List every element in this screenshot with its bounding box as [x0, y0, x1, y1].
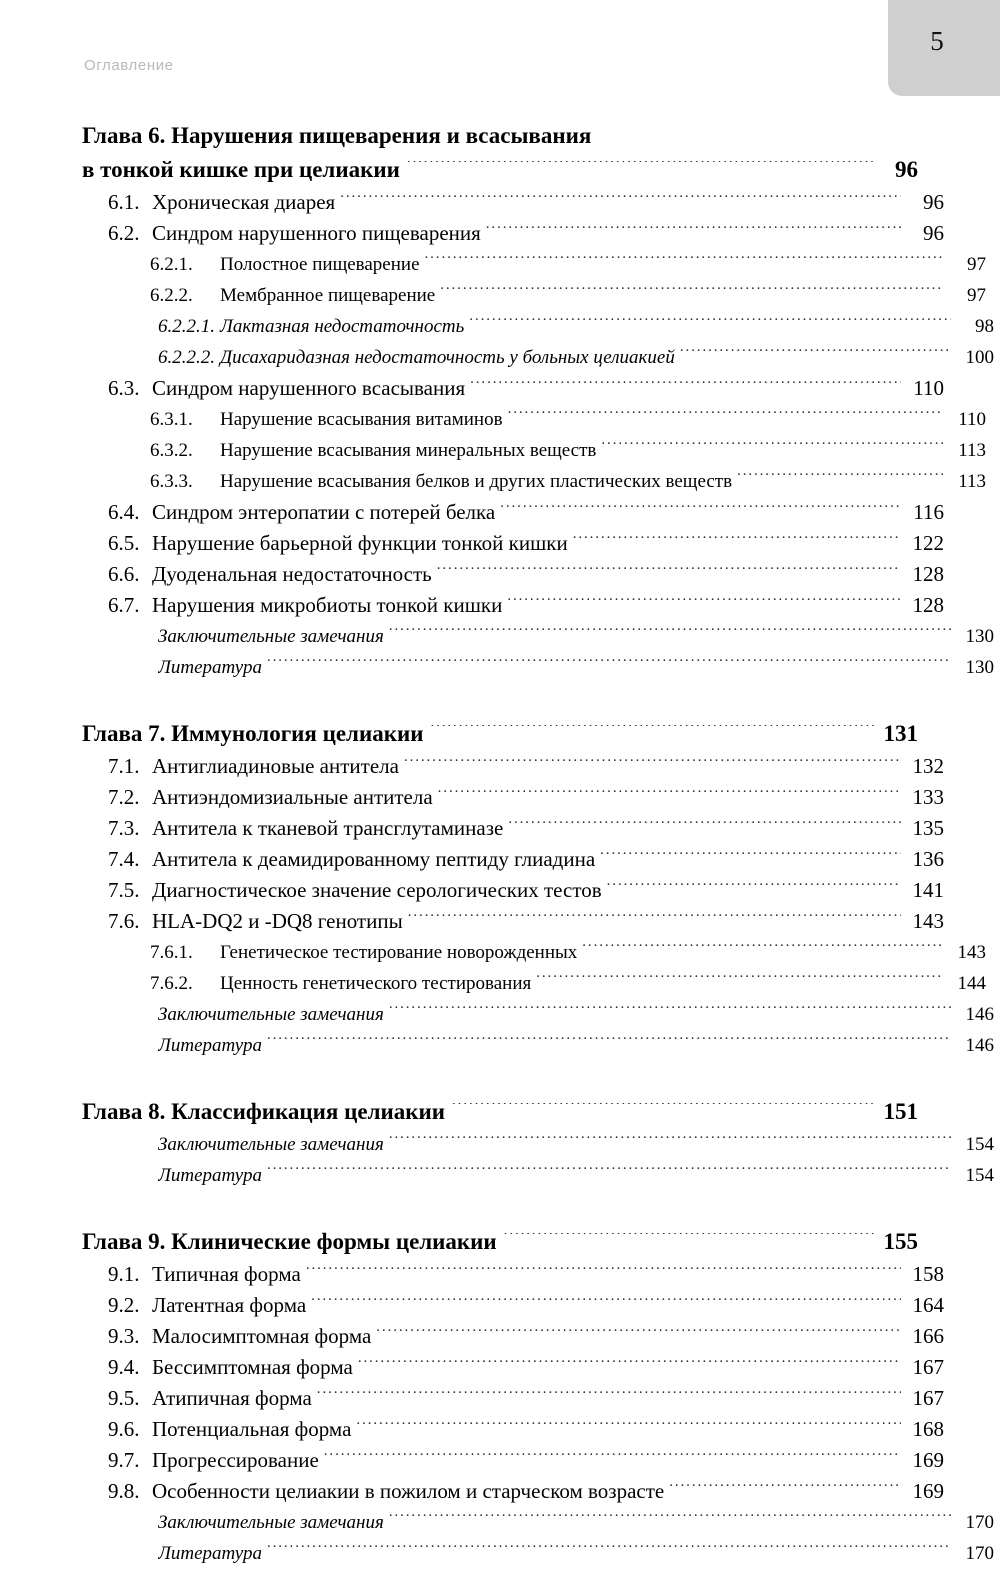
toc-entry-title: Литература [158, 657, 262, 678]
toc-entry-title: Литература [158, 1165, 262, 1186]
toc-entry-title: Полостное пищеварение [220, 254, 420, 275]
chapter-title-line: Глава 6. Нарушения пищеварения и всасывания [82, 123, 592, 148]
page-number: 5 [930, 26, 944, 56]
toc-entry-number: 6.5. [108, 531, 140, 555]
toc-entry-title: Литература [158, 1035, 262, 1056]
toc-entry-title: HLA-DQ2 и -DQ8 генотипы [152, 909, 403, 933]
toc-entry-number: 7.1. [108, 754, 140, 778]
dot-leader [582, 942, 943, 958]
toc-entry-title: Заключительные замечания [158, 1004, 384, 1025]
toc-entry-label [158, 1160, 267, 1191]
toc-entry-label [158, 1030, 267, 1061]
toc-entry-chapter[interactable] [82, 1095, 918, 1129]
toc-entry[interactable] [82, 652, 994, 683]
toc-page-number: 133 [912, 785, 944, 809]
toc-page-number: 166 [912, 1324, 944, 1348]
toc-page-number: 144 [957, 973, 986, 994]
toc-entry[interactable] [82, 751, 944, 782]
toc-page-number: 169 [912, 1448, 944, 1472]
dot-leader [267, 1165, 951, 1181]
toc-entry-label [108, 590, 507, 621]
toc-entry-number: 9.2. [108, 1293, 140, 1317]
toc-entry[interactable] [82, 999, 994, 1030]
dot-leader [340, 193, 901, 209]
toc-entry-number: 7.6.1. [150, 942, 193, 963]
toc-page-number: 167 [912, 1386, 944, 1410]
dot-leader [430, 725, 875, 741]
dot-leader [306, 1265, 901, 1281]
dot-leader [573, 534, 901, 550]
toc-entry-title: Хроническая диарея [152, 190, 336, 214]
toc-page-number: 141 [912, 878, 944, 902]
toc-entry-title: Лактазная недостаточность [220, 316, 465, 337]
toc-entry-label [108, 1383, 317, 1414]
toc-page-number: 116 [913, 500, 944, 524]
toc-entry-number: 9.3. [108, 1324, 140, 1348]
toc-entry[interactable] [82, 1476, 944, 1507]
toc-page-number: 135 [912, 816, 944, 840]
toc-page-number: 155 [883, 1229, 918, 1254]
toc-entry-label [108, 844, 600, 875]
toc-entry[interactable] [82, 342, 994, 373]
toc-page-number: 170 [965, 1543, 994, 1564]
dot-leader [438, 788, 901, 804]
chapter-title-line: Глава 8. Классификация целиакии [82, 1099, 446, 1124]
toc-entry-number: 9.4. [108, 1355, 140, 1379]
toc-entry-title: Мембранное пищеварение [220, 285, 436, 306]
dot-leader [737, 471, 943, 487]
toc-entry-label [108, 1445, 324, 1476]
toc-entry-title: Литература [158, 1543, 262, 1564]
toc-entry-number: 6.2.1. [150, 254, 193, 275]
toc-entry-chapter[interactable] [82, 717, 918, 751]
dot-leader [601, 440, 943, 456]
toc-entry[interactable] [82, 404, 986, 435]
toc-entry-label [108, 218, 486, 249]
toc-entry-label [158, 621, 389, 652]
toc-entry-number: 7.6.2. [150, 973, 193, 994]
dot-leader [267, 1035, 951, 1051]
dot-leader [508, 409, 943, 425]
dot-leader [504, 1233, 875, 1249]
dot-leader [408, 912, 901, 928]
toc-entry-number: 7.6. [108, 909, 140, 933]
toc-entry-label [158, 1507, 389, 1538]
toc-entry[interactable] [82, 1414, 944, 1445]
toc-entry-label [108, 528, 573, 559]
toc-entry-label [150, 249, 425, 280]
toc-entry-title: Нарушение всасывания белков и других пластических веществ [220, 471, 733, 492]
toc-entry-title: Антиглиадиновые антитела [152, 754, 399, 778]
toc-entry-label [108, 782, 438, 813]
toc-page-number: 168 [912, 1417, 944, 1441]
toc-entry-title: Малосимптомная форма [152, 1324, 372, 1348]
toc-entry-label [108, 1259, 306, 1290]
toc-entry[interactable] [82, 528, 944, 559]
toc-entry[interactable] [82, 497, 944, 528]
toc-entry-label [108, 1414, 356, 1445]
toc-entry-number: 6.3. [108, 376, 140, 400]
toc-page-number: 143 [912, 909, 944, 933]
toc-entry-label [108, 813, 508, 844]
toc-entry-label [82, 1095, 452, 1129]
chapter-block-spacer [82, 683, 918, 717]
dot-leader [536, 973, 943, 989]
toc-entry[interactable] [82, 218, 944, 249]
toc-entry-title: Заключительные замечания [158, 1134, 384, 1155]
toc-entry-title: Диагностическое значение серологических тестов [152, 878, 602, 902]
dot-leader [356, 1420, 901, 1436]
chapter-title-line: Глава 7. Иммунология целиакии [82, 721, 424, 746]
dot-leader [407, 161, 875, 177]
toc-entry-title: Дисахаридазная недостаточность у больных целиакией [220, 347, 675, 368]
toc-entry[interactable] [82, 1321, 944, 1352]
dot-leader [404, 757, 901, 773]
toc-entry-label [108, 1321, 376, 1352]
toc-entry-label [158, 311, 469, 342]
toc-entry-label [108, 1476, 669, 1507]
toc-page-number: 110 [913, 376, 944, 400]
toc-page-number: 130 [965, 626, 994, 647]
toc-page-number: 96 [923, 221, 944, 245]
toc-entry-label [82, 153, 407, 187]
toc-entry-title: Синдром энтеропатии с потерей белка [152, 500, 496, 524]
toc-entry-title: Прогрессирование [152, 1448, 319, 1472]
toc-entry-title: Нарушения микробиоты тонкой кишки [152, 593, 503, 617]
toc-entry-title: Потенциальная форма [152, 1417, 352, 1441]
dot-leader [267, 657, 951, 673]
toc-entry[interactable] [82, 1259, 944, 1290]
dot-leader [389, 1512, 951, 1528]
toc-entry-label [150, 404, 508, 435]
toc-entry-title: Типичная форма [152, 1262, 301, 1286]
toc-entry[interactable] [82, 1445, 944, 1476]
toc-page-number: 146 [965, 1035, 994, 1056]
toc-entry-title: Синдром нарушенного всасывания [152, 376, 466, 400]
toc-entry[interactable] [82, 968, 986, 999]
toc-entry[interactable] [82, 311, 994, 342]
dot-leader [440, 285, 943, 301]
toc-entry-label [108, 497, 500, 528]
toc-entry-number: 6.4. [108, 500, 140, 524]
toc-entry[interactable] [82, 1160, 994, 1191]
toc-entry-title: Бессимптомная форма [152, 1355, 353, 1379]
toc-page-number: 130 [965, 657, 994, 678]
toc-entry-title: Антитела к тканевой трансглутаминазе [152, 816, 504, 840]
dot-leader [389, 1134, 951, 1150]
toc-page-number: 128 [912, 562, 944, 586]
toc-page-number: 97 [967, 254, 986, 275]
toc-entry-number: 6.2. [108, 221, 140, 245]
toc-entry[interactable] [82, 1507, 994, 1538]
toc-page-number: 170 [965, 1512, 994, 1533]
dot-leader [317, 1389, 901, 1405]
toc-entry[interactable] [82, 280, 986, 311]
dot-leader [437, 565, 901, 581]
dot-leader [669, 1482, 901, 1498]
toc-page-number: 131 [883, 721, 918, 746]
toc-entry-number: 9.1. [108, 1262, 140, 1286]
toc-entry-label [108, 751, 404, 782]
toc-entry-number: 7.5. [108, 878, 140, 902]
toc-page-number: 167 [912, 1355, 944, 1379]
toc-entry[interactable] [82, 1030, 994, 1061]
dot-leader [600, 850, 901, 866]
dot-leader [311, 1296, 901, 1312]
toc-page-number: 146 [965, 1004, 994, 1025]
dot-leader [486, 224, 901, 240]
toc-entry-label [108, 875, 607, 906]
dot-leader [469, 316, 951, 332]
toc-entry[interactable] [82, 621, 994, 652]
toc-entry-number: 6.1. [108, 190, 140, 214]
toc-page-number: 158 [912, 1262, 944, 1286]
toc-entry-number: 9.8. [108, 1479, 140, 1503]
toc-entry-number: 6.2.2. [150, 285, 193, 306]
toc-page-number: 164 [912, 1293, 944, 1317]
toc-page-number: 154 [965, 1134, 994, 1155]
toc-page-number: 113 [958, 440, 986, 461]
toc-page-number: 96 [923, 190, 944, 214]
toc-page-number: 128 [912, 593, 944, 617]
toc-entry-number: 7.4. [108, 847, 140, 871]
dot-leader [389, 626, 951, 642]
toc-entry-label [82, 1225, 504, 1259]
dot-leader [324, 1451, 901, 1467]
running-head: Оглавление [84, 57, 174, 74]
toc-entry[interactable] [82, 1352, 944, 1383]
chapter-title-line: Глава 9. Клинические формы целиакии [82, 1229, 497, 1254]
toc-chapter-block [82, 717, 994, 1061]
toc-entry-label [150, 937, 582, 968]
toc-entry-title: Особенности целиакии в пожилом и старческом возрасте [152, 1479, 665, 1503]
toc-entry[interactable] [82, 590, 944, 621]
toc-entry-label [108, 559, 437, 590]
toc-page-number: 122 [912, 531, 944, 555]
toc-entry-number: 9.6. [108, 1417, 140, 1441]
toc-entry-title: Ценность генетического тестирования [220, 973, 532, 994]
dot-leader [452, 1103, 875, 1119]
toc-entry[interactable] [82, 373, 944, 404]
toc-entry-number: 9.7. [108, 1448, 140, 1472]
toc-page-number: 98 [975, 316, 994, 337]
toc-entry-label [158, 1129, 389, 1160]
toc-entry-label [158, 652, 267, 683]
chapter-block-spacer [82, 1061, 918, 1095]
toc-entry-number: 6.3.3. [150, 471, 193, 492]
toc-entry-label [108, 1290, 311, 1321]
toc-entry-label [150, 435, 601, 466]
toc-entry-title: Синдром нарушенного пищеварения [152, 221, 481, 245]
toc-entry-label [108, 373, 470, 404]
toc-chapter-block [82, 1095, 994, 1191]
toc-entry[interactable] [82, 844, 944, 875]
dot-leader [425, 254, 944, 270]
toc-entry-number: 6.3.1. [150, 409, 193, 430]
toc-entry-label [150, 466, 737, 497]
toc-entry-number: 7.3. [108, 816, 140, 840]
toc-entry-label [150, 968, 536, 999]
toc-entry-title: Заключительные замечания [158, 626, 384, 647]
toc-entry-number: 6.7. [108, 593, 140, 617]
toc-entry[interactable] [82, 1538, 994, 1569]
dot-leader [267, 1543, 951, 1559]
toc-entry-label [108, 1352, 358, 1383]
dot-leader [607, 881, 901, 897]
toc-page-number: 169 [912, 1479, 944, 1503]
toc-entry-number: 6.2.2.1. [158, 316, 215, 337]
dot-leader [389, 1004, 951, 1020]
toc-entry-title: Нарушение всасывания минеральных веществ [220, 440, 597, 461]
toc-page-number: 100 [965, 347, 994, 368]
toc-entry-title: Латентная форма [152, 1293, 307, 1317]
dot-leader [500, 503, 901, 519]
toc-entry-title: Нарушение барьерной функции тонкой кишки [152, 531, 568, 555]
toc-entry[interactable] [82, 906, 944, 937]
toc-chapter-block [82, 119, 994, 683]
toc-entry-label [158, 999, 389, 1030]
toc-entry-number: 6.3.2. [150, 440, 193, 461]
toc-entry-title: Генетическое тестирование новорожденных [220, 942, 578, 963]
toc-entry-label [108, 906, 408, 937]
toc-page-number: 154 [965, 1165, 994, 1186]
dot-leader [507, 596, 901, 612]
toc-entry-number: 6.6. [108, 562, 140, 586]
toc-entry-label [82, 717, 430, 751]
toc-entry[interactable] [82, 249, 986, 280]
toc-page-number: 110 [958, 409, 986, 430]
toc-entry-label [108, 187, 340, 218]
toc-entry-label [158, 1538, 267, 1569]
toc-entry-title: Нарушение всасывания витаминов [220, 409, 503, 430]
toc-page-number: 132 [912, 754, 944, 778]
toc-entry-number: 9.5. [108, 1386, 140, 1410]
toc-entry-title: Заключительные замечания [158, 1512, 384, 1533]
toc-entry[interactable] [82, 1383, 944, 1414]
toc-entry-title: Дуоденальная недостаточность [152, 562, 432, 586]
toc-entry[interactable] [82, 813, 944, 844]
toc-page-number: 151 [883, 1099, 918, 1124]
toc-entry[interactable] [82, 782, 944, 813]
dot-leader [376, 1327, 901, 1343]
toc-entry-label [150, 280, 440, 311]
toc-page-number: 136 [912, 847, 944, 871]
toc-entry[interactable] [82, 937, 986, 968]
toc-entry[interactable] [82, 559, 944, 590]
toc-entry-chapter[interactable] [82, 153, 918, 187]
toc-page-number: 96 [895, 157, 918, 182]
toc-entry[interactable] [82, 1290, 944, 1321]
toc-page-number: 143 [957, 942, 986, 963]
toc-entry-title: Антитела к деамидированному пептиду глиадина [152, 847, 596, 871]
toc-entry-title: Антиэндомизиальные антитела [152, 785, 433, 809]
toc-chapter-block [82, 1225, 994, 1569]
toc-entry[interactable] [82, 466, 986, 497]
chapter-block-spacer [82, 1191, 918, 1225]
toc-entry-title: Атипичная форма [152, 1386, 312, 1410]
toc-entry[interactable] [82, 435, 986, 466]
toc-entry-chapter[interactable] [82, 1225, 918, 1259]
toc-entry[interactable] [82, 1129, 994, 1160]
toc-entry-number: 6.2.2.2. [158, 347, 215, 368]
dot-leader [358, 1358, 901, 1374]
toc-page-number: 97 [967, 285, 986, 306]
toc-entry[interactable] [82, 187, 944, 218]
chapter-title-line: в тонкой кишке при целиакии [82, 157, 400, 182]
toc-page-number: 113 [958, 471, 986, 492]
dot-leader [680, 347, 951, 363]
dot-leader [470, 379, 901, 395]
dot-leader [508, 819, 901, 835]
toc-entry-label [158, 342, 680, 373]
toc-entry-number: 7.2. [108, 785, 140, 809]
page-number-tab [888, 0, 1000, 96]
table-of-contents [82, 119, 994, 1569]
toc-entry[interactable] [82, 875, 944, 906]
